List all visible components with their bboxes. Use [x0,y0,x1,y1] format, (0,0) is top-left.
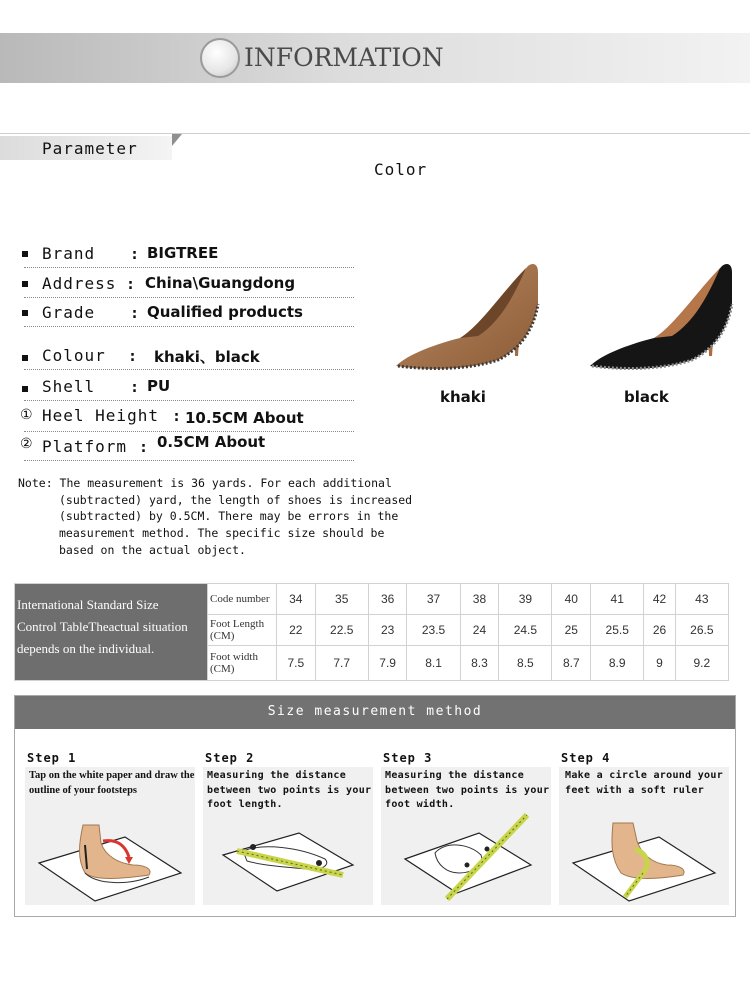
size-table [14,583,729,681]
spec-label: Shell [42,377,96,396]
step-description: Make a circle around your feet with a soft ruler [565,770,724,796]
banner-title: INFORMATION [244,43,444,72]
step-1 [17,743,195,913]
spec-row-address [18,274,354,298]
table-cell: 39 [499,584,552,615]
foot-outline-illustration [25,803,195,903]
table-row [15,584,729,615]
parameter-divider [0,133,750,134]
step-title: Step 1 [27,751,77,765]
banner-circle-icon [200,38,240,78]
size-table-intro [15,584,208,681]
circled-number-2: ② [20,436,33,452]
table-cell: 36 [368,584,407,615]
black-label: black [624,388,669,406]
intro-line: depends on the individual. [17,641,155,656]
spec-separator: : [139,438,149,456]
note-line: measurement method. The specific size should be [59,526,385,541]
spec-row-platform [18,435,354,461]
table-cell: 24.5 [499,615,552,646]
step-3 [373,743,550,913]
step-title: Step 2 [205,751,255,765]
table-cell: 8.1 [407,646,460,681]
khaki-pump-image [388,256,548,376]
spec-label: Heel Height [42,406,159,425]
table-cell: 22.5 [315,615,368,646]
row-header-foot-length: Foot Length (CM) [208,615,277,646]
table-cell: 7.5 [277,646,316,681]
spec-separator: : [172,407,182,425]
table-cell: 25 [552,615,591,646]
step-description: Measuring the distance between two points is your foot length. [207,770,372,810]
table-cell: 23.5 [407,615,460,646]
dotted-underline [24,460,354,461]
spec-value: PU [147,377,171,395]
spec-separator: : [128,347,138,365]
spec-row-heel-height [18,406,354,432]
step-title: Step 4 [561,751,611,765]
step-title: Step 3 [383,751,433,765]
table-cell: 41 [591,584,644,615]
color-heading: Color [374,160,428,179]
table-cell: 34 [277,584,316,615]
bullet-icon [22,355,28,361]
step-panel [381,767,551,905]
measurement-note [18,475,418,559]
spec-separator: : [130,245,140,263]
spec-label: Platform [42,437,128,456]
row-header-foot-width: Foot width (CM) [208,646,277,681]
spec-label: Grade [42,303,96,322]
table-cell: 35 [315,584,368,615]
note-line: based on the actual object. [59,542,246,557]
spec-label: Address [42,274,117,293]
step-panel [25,767,195,905]
spec-value: BIGTREE [147,244,219,262]
method-header: Size measurement method [15,696,735,729]
note-line: Note: The measurement is 36 yards. For each additional [18,476,392,490]
information-banner [0,33,750,83]
note-line: (subtracted) by 0.5CM. There may be errors in the [59,509,399,524]
measurement-method-section [14,695,736,917]
dotted-underline [24,431,354,432]
spec-row-grade [18,303,354,327]
table-cell: 23 [368,615,407,646]
parameter-tab-corner [172,134,182,146]
spec-label: Brand [42,244,96,263]
bullet-icon [22,281,28,287]
parameter-tab-label: Parameter [42,139,138,158]
dotted-underline [24,297,354,298]
table-cell: 9.2 [675,646,728,681]
bullet-icon [22,310,28,316]
spec-separator: : [130,304,140,322]
spec-value: khaki、black [154,348,260,366]
foot-length-illustration [203,803,373,903]
spec-separator: : [130,378,140,396]
dotted-underline [24,369,354,370]
step-panel [559,767,729,905]
spec-row-brand [18,244,354,268]
spec-value: 10.5CM About [185,409,304,427]
spec-value: China\Guangdong [145,274,296,292]
spec-value: Qualified products [147,303,303,321]
dotted-underline [24,400,354,401]
row-header-code-number: Code number [208,584,277,615]
black-pump-image [582,256,742,376]
dotted-underline [24,267,354,268]
foot-width-illustration [381,803,551,903]
table-cell: 25.5 [591,615,644,646]
table-cell: 9 [644,646,675,681]
note-line: (subtracted) yard, the length of shoes is increased [59,492,413,507]
table-cell: 8.9 [591,646,644,681]
table-cell: 38 [460,584,499,615]
table-cell: 26.5 [675,615,728,646]
table-cell: 26 [644,615,675,646]
spec-label: Colour [42,346,106,365]
spec-value: 0.5CM About [157,433,266,451]
spec-row-colour [18,346,354,370]
table-cell: 40 [552,584,591,615]
parameter-tab [0,136,172,160]
foot-circle-illustration [559,803,729,903]
step-panel [203,767,373,905]
step-2 [195,743,372,913]
table-cell: 8.3 [460,646,499,681]
intro-line: Control TableTheactual situation [17,619,188,634]
circled-number-1: ① [20,407,33,423]
khaki-label: khaki [440,388,486,406]
table-cell: 7.9 [368,646,407,681]
bullet-icon [22,386,28,392]
bullet-icon [22,251,28,257]
table-cell: 42 [644,584,675,615]
table-cell: 24 [460,615,499,646]
table-cell: 8.5 [499,646,552,681]
step-description: Measuring the distance between two points is your foot width. [385,770,550,810]
spec-row-shell [18,377,354,401]
intro-line: International Standard Size [17,597,159,612]
step-description: Tap on the white paper and draw the outline of your footsteps [29,770,195,796]
spec-separator: : [126,275,136,293]
table-cell: 8.7 [552,646,591,681]
table-cell: 7.7 [315,646,368,681]
table-cell: 43 [675,584,728,615]
table-cell: 22 [277,615,316,646]
table-cell: 37 [407,584,460,615]
step-4 [551,743,725,913]
dotted-underline [24,326,354,327]
